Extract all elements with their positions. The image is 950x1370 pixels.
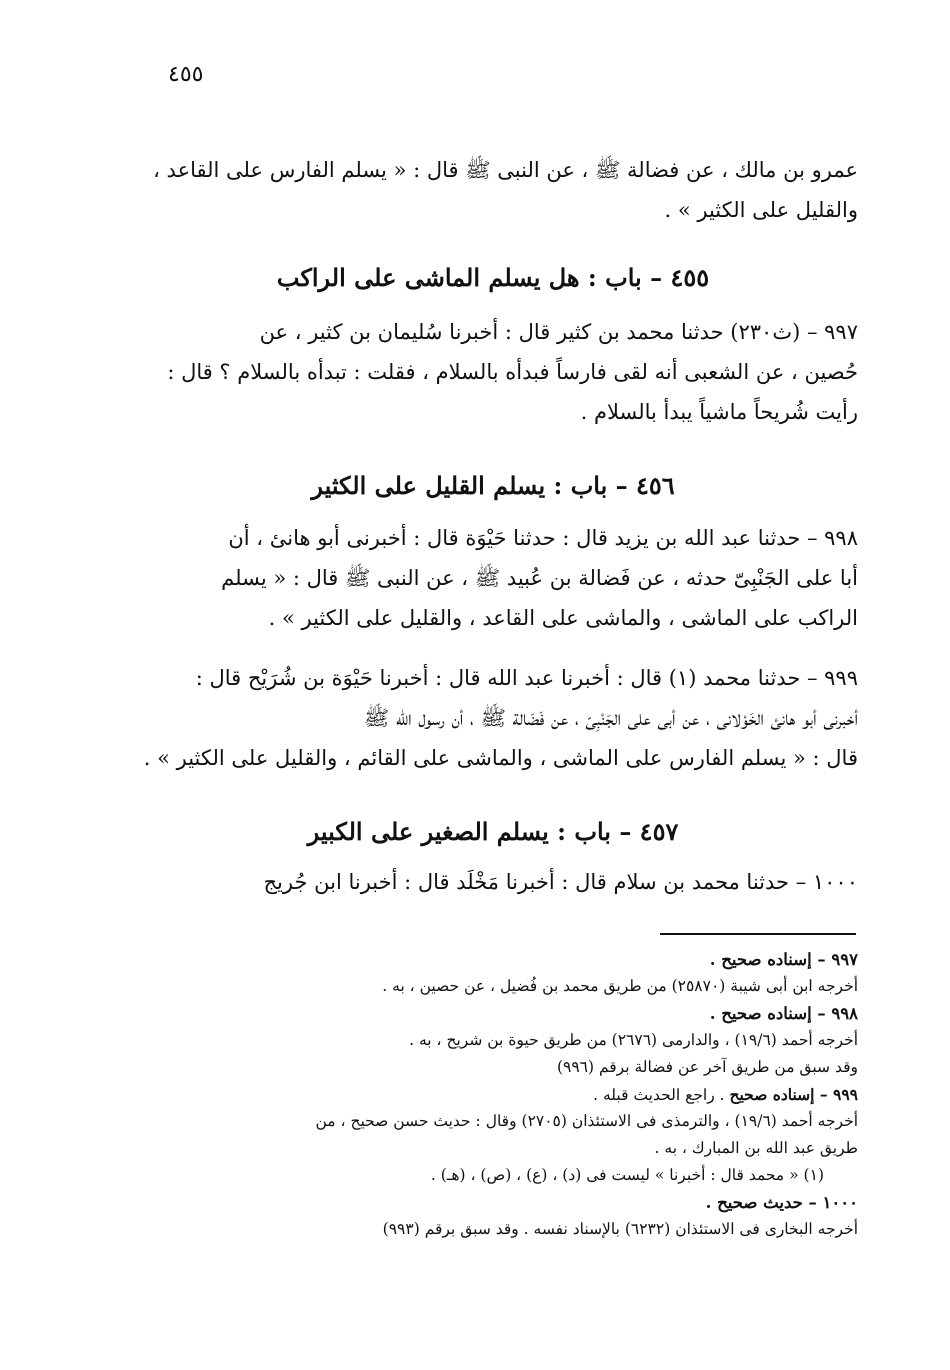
text-line: عمرو بن مالك ، عن فضالة ﷺ ، عن النبى ﷺ قال : « يسلم الفارس على القاعد ، [153, 158, 858, 182]
footnote-divider [660, 933, 856, 935]
text-line: الراكب على الماشى ، والماشى على القاعد ، والقليل على الكثير » . [268, 606, 858, 630]
footnote-title-999: ٩٩٩ – إسناده صحيح [729, 1085, 858, 1104]
footnote-title-997: ٩٩٧ – إسناده صحيح . [709, 950, 858, 969]
page-number: ٤٥٥ [168, 62, 204, 87]
text-line: والقليل على الكثير » . [664, 198, 858, 222]
text-line: ٩٩٨ – حدثنا عبد الله بن يزيد قال : حدثنا حَيْوَة قال : أخبرنى أبو هانئ ، أن [228, 526, 858, 550]
paragraph-continuation [128, 150, 858, 230]
text-line: ٩٩٧ – (ث٢٣٠) حدثنا محمد بن كثير قال : أخبرنا سُليمان بن كثير ، عن [259, 320, 858, 344]
text-line: قال : « يسلم الفارس على الماشى ، والماشى على القائم ، والقليل على الكثير » . [143, 746, 858, 770]
text-line: ٩٩٩ – حدثنا محمد (١) قال : أخبرنا عبد الله قال : أخبرنا حَيْوَة بن شُرَيْح قال : [195, 666, 858, 690]
chapter-heading-456: ٤٥٦ – باب : يسلم القليل على الكثير [311, 471, 675, 500]
footnote-variant-note: (١) « محمد قال : أخبرنا » ليست فى (د) ، (ع) ، (ص) ، (هـ) . [430, 1166, 824, 1184]
footnote-text: طريق عبد الله بن المبارك ، به . [654, 1139, 858, 1157]
text-line: أخبرنى أبو هانئ الخَوْلانى ، عن أبى على الجَنْبِىّ ، عن فَضَالة ﷺ ، أن رسول الله ﷺ [363, 706, 858, 730]
hadith-1000 [128, 862, 858, 902]
chapter-heading-457: ٤٥٧ – باب : يسلم الصغير على الكبير [307, 817, 679, 846]
footnotes [128, 946, 858, 1243]
footnote-title-1000: ١٠٠٠ – حديث صحيح . [705, 1193, 858, 1212]
footnote-text: أخرجه البخارى فى الاستئذان (٦٢٣٢) بالإسناد نفسه . وقد سبق برقم (٩٩٣) [382, 1220, 858, 1238]
text-line: ١٠٠٠ – حدثنا محمد بن سلام قال : أخبرنا مَخْلَد قال : أخبرنا ابن جُريج [263, 870, 858, 894]
chapter-heading-455: ٤٥٥ – باب : هل يسلم الماشى على الراكب [276, 263, 710, 292]
footnote-title-999-line [128, 1081, 858, 1108]
hadith-998 [128, 518, 858, 638]
text-line: حُصين ، عن الشعبى أنه لقى فارساً فبدأه بالسلام ، فقلت : تبدأه بالسلام ؟ قال : [167, 360, 858, 384]
footnote-text: أخرجه ابن أبى شيبة (٢٥٨٧٠) من طريق محمد بن فُضيل ، عن حصين ، به . [382, 977, 858, 995]
footnote-text: أخرجه أحمد (١٩/٦) ، والترمذى فى الاستئذان (٢٧٠٥) وقال : حديث حسن صحيح ، من [315, 1112, 858, 1130]
footnote-text: وقد سبق من طريق آخر عن فضالة برقم (٩٩٦) [556, 1058, 858, 1076]
text-line: رأيت شُريحاً ماشياً يبدأ بالسلام . [580, 400, 858, 424]
text-line: أبا على الجَنْبِىّ حدثه ، عن فَضالة بن عُبيد ﷺ ، عن النبى ﷺ قال : « يسلم [221, 566, 858, 590]
footnote-text: أخرجه أحمد (١٩/٦) ، والدارمى (٢٦٧٦) من طريق حيوة بن شريح ، به . [409, 1031, 858, 1049]
footnote-title-suffix: . راجع الحديث قبله . [593, 1086, 725, 1104]
hadith-997 [128, 312, 858, 432]
footnote-title-998: ٩٩٨ – إسناده صحيح . [709, 1004, 858, 1023]
hadith-999 [128, 658, 858, 778]
